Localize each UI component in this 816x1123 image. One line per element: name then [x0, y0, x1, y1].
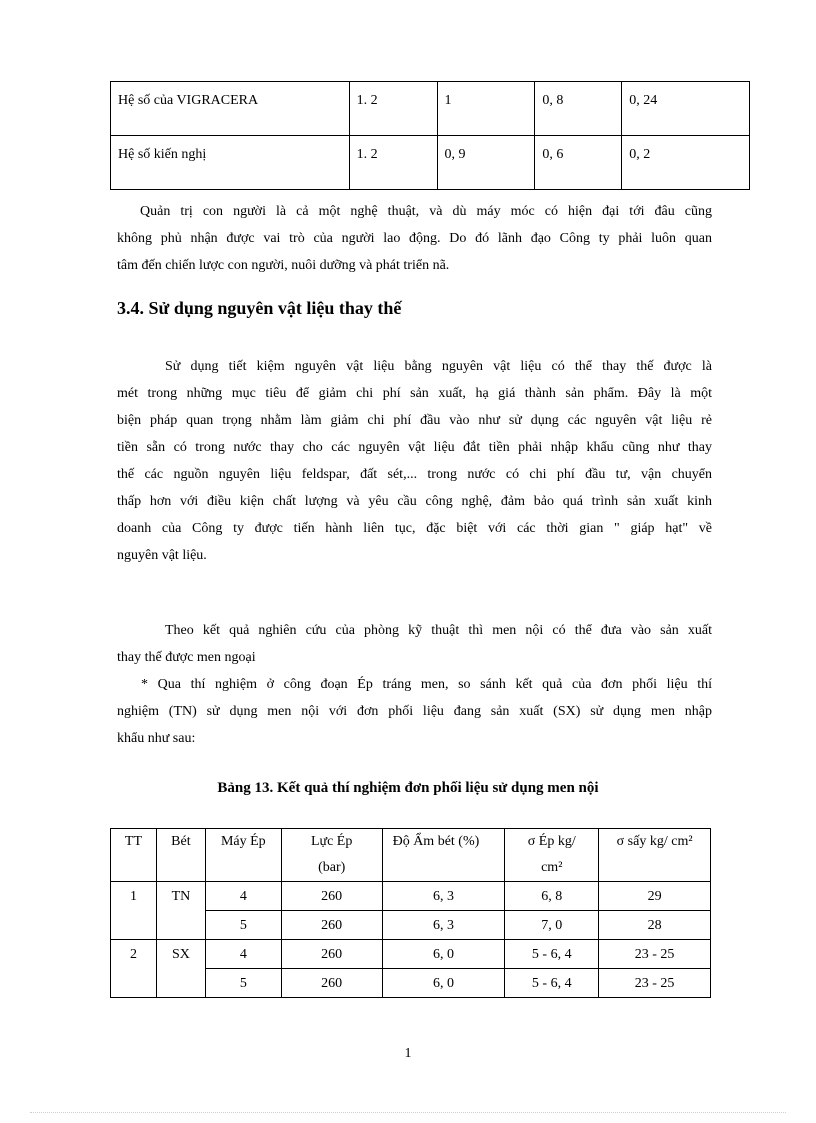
coef-label-cell: Hệ số của VIGRACERA: [111, 82, 350, 136]
table-caption: Bảng 13. Kết quả thí nghiệm đơn phối liệu sử dụng men nội: [217, 780, 599, 796]
cell-luc-ep: 260: [281, 940, 382, 969]
header-may-ep: Máy Ép: [205, 829, 281, 882]
text-line: thay thế được men ngoại: [117, 650, 256, 665]
text-line: doanh của Công ty được tiến hành liên tục, đặc biệt với các thời gian " giáp hạt" về: [117, 521, 712, 536]
cell-do-am: 6, 3: [382, 911, 505, 940]
coef-value-cell: 0, 24: [622, 82, 750, 136]
cell-bet: SX: [156, 940, 205, 998]
paragraph-human-management: [117, 198, 712, 279]
table-row: [111, 940, 711, 969]
coef-value-cell: 0, 6: [535, 136, 622, 190]
text-line: mét trong những mục tiêu để giảm chi phí sản xuất, hạ giá thành sản phẩm. Đây là một: [117, 386, 712, 401]
cell-luc-ep: 260: [281, 882, 382, 911]
cell-do-am: 6, 0: [382, 940, 505, 969]
header-tt: TT: [111, 829, 157, 882]
cell-do-am: 6, 0: [382, 969, 505, 998]
result-table: [110, 828, 711, 998]
cell-tt: 1: [111, 882, 157, 940]
paragraph-substitute-materials: [117, 353, 712, 569]
text-line: * Qua thí nghiệm ở công đoạn Ép tráng men, so sánh kết quả của đơn phối liệu thí: [141, 677, 712, 692]
text-line: Sử dụng tiết kiệm nguyên vật liệu bằng nguyên vật liệu có thể thay thế được là: [165, 359, 712, 374]
cell-sigma-say: 28: [599, 911, 711, 940]
cell-sigma-ep: 5 - 6, 4: [505, 969, 599, 998]
text-line: khẩu như sau:: [117, 731, 196, 746]
coef-value-cell: 0, 8: [535, 82, 622, 136]
text-line: thấp hơn với điều kiện chất lượng và yêu cầu công nghệ, đảm bảo quá trình sản xuất kinh: [117, 494, 712, 509]
text-line: Theo kết quả nghiên cứu của phòng kỹ thuật thì men nội có thể đưa vào sản xuất: [165, 623, 712, 638]
text-line: biện pháp quan trọng nhằm làm giảm chi phí đầu vào như sử dụng các nguyên vật liệu rẻ: [117, 413, 712, 428]
cell-may-ep: 4: [205, 940, 281, 969]
table-row: [111, 882, 711, 911]
page-number: 1: [404, 1046, 412, 1061]
cell-may-ep: 5: [205, 911, 281, 940]
text-line: không phủ nhận được vai trò của người lao động. Do đó lãnh đạo Công ty phải luôn quan: [117, 231, 712, 246]
coef-label-cell: Hệ số kiến nghị: [111, 136, 350, 190]
cell-sigma-ep: 7, 0: [505, 911, 599, 940]
coef-value-cell: 1. 2: [349, 136, 437, 190]
cell-luc-ep: 260: [281, 969, 382, 998]
section-heading: 3.4. Sử dụng nguyên vật liệu thay thế: [117, 298, 402, 318]
cell-sigma-say: 23 - 25: [599, 940, 711, 969]
header-luc-ep: [281, 829, 382, 882]
header-luc-ep-line2: (bar): [318, 860, 346, 875]
header-sigma-say: σ sấy kg/ cm²: [599, 829, 711, 882]
cell-may-ep: 4: [205, 882, 281, 911]
cell-do-am: 6, 3: [382, 882, 505, 911]
header-bet: Bét: [156, 829, 205, 882]
text-line: nghiệm (TN) sử dụng men nội với đơn phối liệu đang sản xuất (SX) sử dụng men nhập: [117, 704, 712, 719]
text-line: tiền sẵn có trong nước thay cho các nguyên vật liệu đắt tiền phải nhập khẩu cũng như thay: [117, 440, 712, 455]
cell-sigma-ep: 5 - 6, 4: [505, 940, 599, 969]
text-line: Quản trị con người là cả một nghệ thuật, và dù máy móc có hiện đại tới đâu cũng: [140, 204, 712, 219]
cell-sigma-say: 23 - 25: [599, 969, 711, 998]
header-sigma-ep-line1: σ Ép kg/: [527, 834, 576, 849]
cell-tt: 2: [111, 940, 157, 998]
text-line: thế các nguồn nguyên liệu feldspar, đất sét,... trong nước có chi phí đầu tư, vận chuyển: [117, 467, 712, 482]
text-line: tâm đến chiến lược con người, nuôi dưỡng và phát triển nã.: [117, 258, 450, 273]
text-line: nguyên vật liệu.: [117, 548, 207, 563]
cell-bet: TN: [156, 882, 205, 940]
cell-sigma-say: 29: [599, 882, 711, 911]
coef-value-cell: 0, 9: [437, 136, 535, 190]
coefficient-table: [110, 81, 750, 190]
table-header-row: [111, 829, 711, 882]
cell-sigma-ep: 6, 8: [505, 882, 599, 911]
header-luc-ep-line1: Lực Ép: [310, 834, 353, 849]
cell-luc-ep: 260: [281, 911, 382, 940]
coef-value-cell: 1: [437, 82, 535, 136]
table-row: [111, 136, 750, 190]
table-row: [111, 82, 750, 136]
page-bottom-rule: [30, 1112, 786, 1113]
header-sigma-ep: [505, 829, 599, 882]
header-do-am: Độ Ẩm bét (%): [382, 829, 505, 882]
header-sigma-ep-line2: cm²: [541, 860, 563, 875]
coef-value-cell: 0, 2: [622, 136, 750, 190]
paragraph-research-results: [117, 617, 712, 752]
coef-value-cell: 1. 2: [349, 82, 437, 136]
cell-may-ep: 5: [205, 969, 281, 998]
